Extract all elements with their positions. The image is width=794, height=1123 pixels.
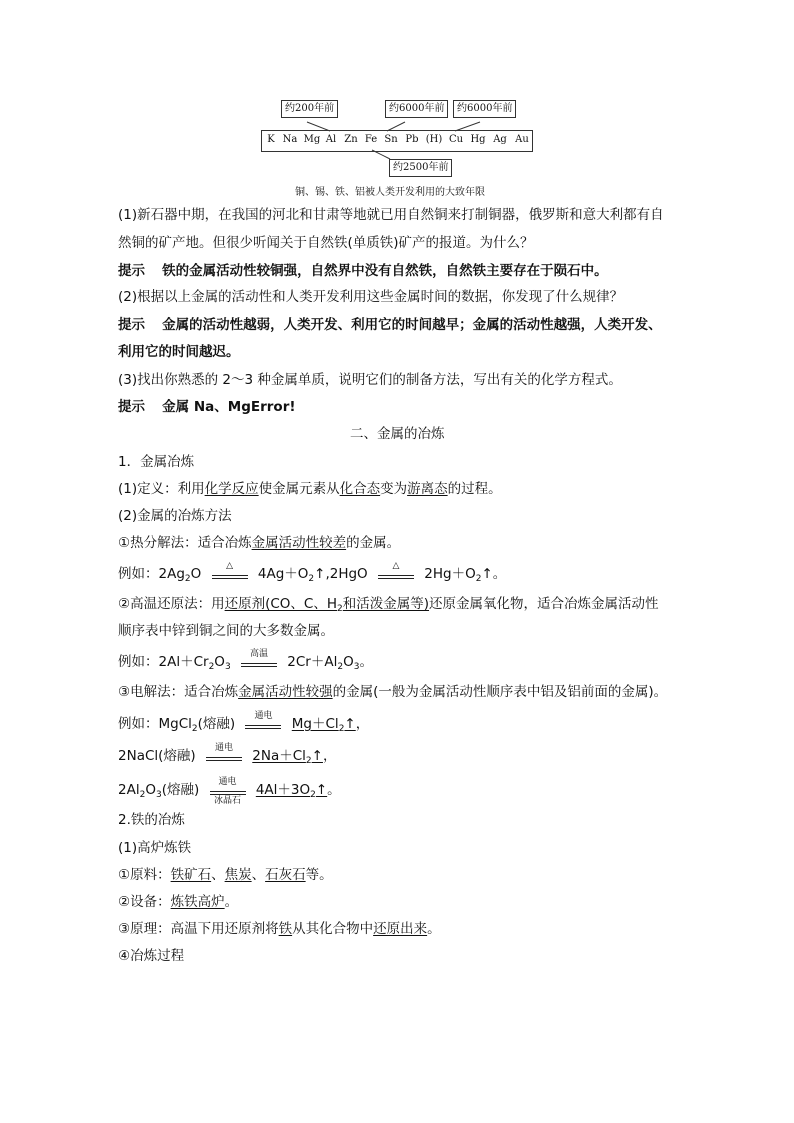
era-label-cu: 约6000年前 [453, 100, 516, 118]
reactant: (熔融) [161, 782, 200, 798]
subscript: 2 [139, 790, 146, 800]
product-underlined [292, 716, 356, 732]
metal-mg: Mg [303, 134, 321, 145]
reaction-condition: 高温 [249, 649, 268, 659]
principle-post: 。 [427, 921, 441, 937]
separator: 、 [211, 867, 225, 883]
product: ↑ [344, 716, 356, 732]
product: ↑。 [481, 566, 507, 582]
subscript: 2 [337, 662, 344, 672]
subscript: 2 [305, 756, 312, 766]
product: ↑,2HgO [314, 566, 368, 582]
example-3b [118, 743, 337, 766]
metal-pb: Pb [405, 134, 419, 145]
method-2-underlined: 和活泼金属等) [342, 596, 430, 612]
method-3-underlined: 金属活动性较强 [238, 684, 333, 700]
reaction-arrow [206, 743, 242, 764]
reaction-arrow [245, 711, 281, 732]
reactant: MgCl [158, 716, 192, 732]
separator: 、 [251, 867, 266, 883]
method-2-underlined: 还原剂(CO、C、H [224, 596, 338, 612]
metal-zn: Zn [344, 134, 358, 145]
principle-iron: 铁 [278, 921, 293, 937]
raw-materials [118, 865, 333, 885]
metal-cu: Cu [448, 134, 464, 145]
reaction-condition-catalyst: 冰晶石 [214, 796, 242, 806]
metal-ag: Ag [493, 134, 507, 145]
method-3-pre: ③电解法：适合冶炼 [118, 684, 239, 700]
product: 2Hg＋O [424, 566, 476, 582]
subscript: 2 [310, 790, 316, 800]
hint-1-text: 铁的金属活动性较铜强，自然界中没有自然铁，自然铁主要存在于陨石中。 [162, 263, 608, 279]
product: 4Ag＋O [257, 566, 309, 582]
metal-h: (H) [425, 134, 443, 145]
definition-chemical-reaction: 化学反应 [204, 481, 259, 497]
method-1-pre: ①热分解法：适合冶炼 [118, 535, 252, 551]
subscript: 3 [353, 662, 360, 672]
definition-combined-state: 化合态 [339, 481, 381, 497]
subscript: 2 [475, 574, 482, 584]
principle [118, 919, 441, 939]
method-2-pre: ②高温还原法：用 [118, 596, 225, 612]
product: 2Cr＋Al [287, 654, 338, 670]
hint-3 [118, 397, 296, 417]
method-electrolysis [118, 682, 667, 702]
principle-pre: ③原理：高温下用还原剂将 [118, 921, 279, 937]
product: ↑ [315, 782, 328, 798]
method-3-post: 的金属(一般为金属活动性顺序表中铝及铝前面的金属)。 [332, 684, 668, 700]
definition-pre: (1)定义：利用 [118, 481, 205, 497]
reactant: O [214, 654, 225, 670]
definition-mid2: 变为 [380, 481, 408, 497]
reaction-arrow [378, 561, 414, 582]
reactant: 2NaCl(熔融) [118, 748, 196, 764]
reactant: O [145, 782, 156, 798]
example-label: 例如： [118, 654, 159, 670]
reactant: 2Al [118, 782, 140, 798]
subscript: 3 [155, 790, 162, 800]
question-3: (3)找出你熟悉的 2～3 种金属单质，说明它们的制备方法，写出有关的化学方程式。 [118, 372, 622, 388]
metal-au: Au [515, 134, 529, 145]
reactant: (熔融) [197, 716, 236, 732]
subscript: 2 [308, 574, 315, 584]
subscript: 2 [184, 574, 191, 584]
metal-fe: Fe [364, 134, 378, 145]
example-3c [118, 777, 341, 806]
example-1 [118, 561, 507, 584]
reaction-condition: △ [226, 561, 234, 571]
method-high-temp-reduction [118, 594, 659, 614]
blast-furnace-heading: (1)高炉炼铁 [118, 840, 192, 856]
subscript: 2 [338, 724, 345, 734]
method-1-post: 的金属。 [346, 535, 401, 551]
subscript: 3 [224, 662, 231, 672]
subscript: 2 [191, 724, 198, 734]
heading-smelting: 1．金属冶炼 [118, 454, 195, 470]
raw-materials-pre: ①原料： [118, 867, 171, 883]
metal-al: Al [325, 134, 337, 145]
product-underlined [256, 782, 327, 798]
method-2-post: 还原金属氧化物，适合冶炼金属活动性 [429, 596, 659, 612]
raw-material-limestone: 石灰石 [265, 867, 306, 883]
definition-mid1: 使金属元素从 [258, 481, 340, 497]
definition-free-state: 游离态 [407, 481, 448, 497]
reaction-condition: △ [392, 561, 400, 571]
question-1-line-a: (1)新石器中期，在我国的河北和甘肃等地就已用自然铜来打制铜器，俄罗斯和意大利都有自 [118, 207, 664, 223]
method-2-reducers [225, 596, 429, 612]
hint-label: 提示 [118, 399, 145, 415]
punctuation: ， [322, 748, 337, 764]
product-underlined [252, 748, 323, 764]
hint-3-text: 金属 Na、MgError! [162, 399, 296, 415]
heading-iron-smelting: 2.铁的冶炼 [118, 812, 185, 828]
example-label: 例如： [118, 716, 159, 732]
method-1-underlined: 金属活动性较差 [251, 535, 347, 551]
punctuation: 。 [327, 782, 341, 798]
method-thermal-decomposition [118, 533, 400, 553]
metal-sn: Sn [384, 134, 398, 145]
equipment [118, 892, 238, 912]
method-2-line-2: 顺序表中锌到铜之间的大多数金属。 [118, 623, 334, 639]
reaction-arrow [210, 777, 246, 806]
punctuation: ， [355, 716, 370, 732]
raw-material-coke: 焦炭 [224, 867, 252, 883]
product: 4Al＋3O [255, 782, 311, 798]
example-2 [118, 649, 373, 672]
question-1-line-b: 然铜的矿产地。但很少听闻关于自然铁(单质铁)矿产的报道。为什么？ [118, 235, 534, 251]
question-2: (2)根据以上金属的活动性和人类开发利用这些金属时间的数据，你发现了什么规律？ [118, 289, 624, 305]
hint-1 [118, 261, 608, 281]
example-label: 例如： [118, 566, 159, 582]
metal-k: K [267, 134, 275, 145]
reaction-arrow [241, 649, 277, 670]
section-title: 二、金属的冶炼 [350, 426, 445, 442]
product: O [343, 654, 354, 670]
definition [118, 479, 502, 499]
raw-material-iron-ore: 铁矿石 [170, 867, 212, 883]
metal-activity-series [261, 130, 533, 152]
principle-mid: 从其化合物中 [292, 921, 374, 937]
raw-materials-post: 等。 [305, 867, 333, 883]
hint-2-text-a: 金属的活动性越弱，人类开发、利用它的时间越早；金属的活动性越强，人类开发、 [162, 317, 662, 333]
hint-label: 提示 [118, 263, 145, 279]
reactant: 2Al＋Cr [158, 654, 209, 670]
reactant: 2Ag [158, 566, 185, 582]
punctuation: 。 [359, 654, 373, 670]
reactant: O [190, 566, 202, 582]
reaction-arrow [212, 561, 248, 582]
era-label-al: 约200年前 [281, 100, 338, 118]
hint-label: 提示 [118, 317, 145, 333]
product: ↑ [311, 748, 323, 764]
product: 2Na＋Cl [252, 748, 306, 764]
definition-post: 的过程。 [447, 481, 502, 497]
methods-heading: (2)金属的冶炼方法 [118, 508, 232, 524]
reaction-condition: 通电 [214, 743, 233, 753]
hint-2-line-b: 利用它的时间越迟。 [118, 344, 240, 360]
reaction-condition: 通电 [254, 711, 273, 721]
era-label-sn: 约6000年前 [385, 100, 448, 118]
product: Mg＋Cl [291, 716, 339, 732]
hint-2-line-a [118, 315, 662, 335]
equipment-post: 。 [224, 894, 239, 910]
smelting-process: ④冶炼过程 [118, 948, 185, 964]
reaction-condition: 通电 [218, 777, 237, 787]
equipment-pre: ②设备： [118, 894, 171, 910]
equipment-blast-furnace: 炼铁高炉 [170, 894, 225, 910]
subscript: 2 [337, 604, 343, 614]
example-3a [118, 711, 370, 734]
era-label-fe: 约2500年前 [389, 159, 452, 177]
metal-hg: Hg [470, 134, 486, 145]
metal-na: Na [282, 134, 298, 145]
principle-reduce-out: 还原出来 [373, 921, 428, 937]
subscript: 2 [208, 662, 215, 672]
figure-caption: 铜、锡、铁、铝被人类开发利用的大致年限 [295, 187, 485, 198]
